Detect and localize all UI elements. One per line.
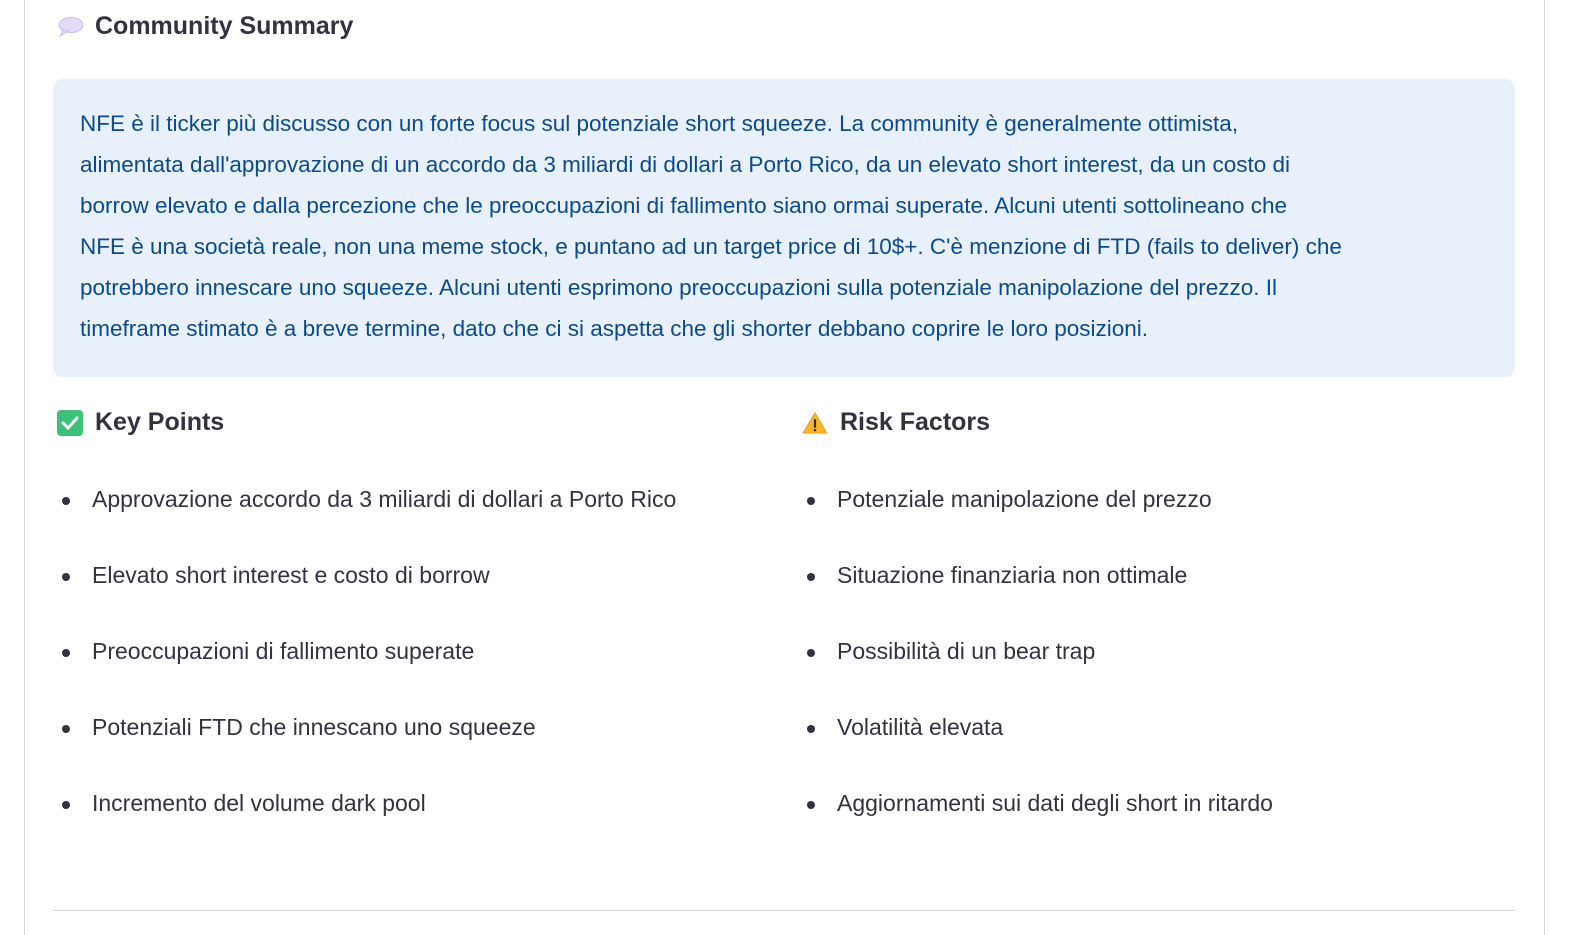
summary-line: alimentata dall'approvazione di un accordo da 3 miliardi di dollari a Porto Rico, da un elevato short interest, da un costo di xyxy=(80,152,1290,177)
speech-balloon-icon xyxy=(57,14,83,40)
risk-factor-item: Potenziale manipolazione del prezzo xyxy=(837,486,1212,512)
risk-factors-heading xyxy=(802,408,990,437)
section-divider xyxy=(53,910,1515,911)
risk-factor-item: Possibilità di un bear trap xyxy=(837,638,1096,664)
risk-factor-item: Situazione finanziaria non ottimale xyxy=(837,562,1188,588)
warning-icon xyxy=(802,410,828,436)
summary-line: potrebbero innescare uno squeeze. Alcuni utenti esprimono preoccupazioni sulla potenziale manipolazione del prezzo. Il xyxy=(80,275,1278,300)
risk-factor-item: Volatilità elevata xyxy=(837,714,1004,740)
key-points-heading xyxy=(57,408,224,437)
summary-line: NFE è il ticker più discusso con un forte focus sul potenziale short squeeze. La community è generalmente ottimista, xyxy=(80,111,1239,136)
key-point-item: Preoccupazioni di fallimento superate xyxy=(92,638,475,664)
community-summary-box xyxy=(53,79,1515,377)
check-mark-button-icon xyxy=(57,410,83,436)
summary-line: timeframe stimato è a breve termine, dato che ci si aspetta che gli shorter debbano coprire le loro posizioni. xyxy=(80,316,1149,341)
key-point-item: Approvazione accordo da 3 miliardi di dollari a Porto Rico xyxy=(92,486,677,512)
key-points-title: Key Points xyxy=(95,408,225,436)
summary-line: NFE è una società reale, non una meme stock, e puntano ad un target price di 10$+. C'è menzione di FTD (fails to deliver) che xyxy=(80,234,1342,259)
community-summary-title: Community Summary xyxy=(95,12,354,40)
risk-factors-title: Risk Factors xyxy=(840,408,991,436)
key-point-item: Potenziali FTD che innescano uno squeeze xyxy=(92,714,536,740)
key-point-item: Incremento del volume dark pool xyxy=(92,790,426,816)
key-point-item: Elevato short interest e costo di borrow xyxy=(92,562,490,588)
summary-line: borrow elevato e dalla percezione che le preoccupazioni di fallimento siano ormai superate. Alcuni utenti sottolineano che xyxy=(80,193,1287,218)
risk-factor-item: Aggiornamenti sui dati degli short in ritardo xyxy=(837,790,1273,816)
community-summary-heading xyxy=(57,12,353,41)
